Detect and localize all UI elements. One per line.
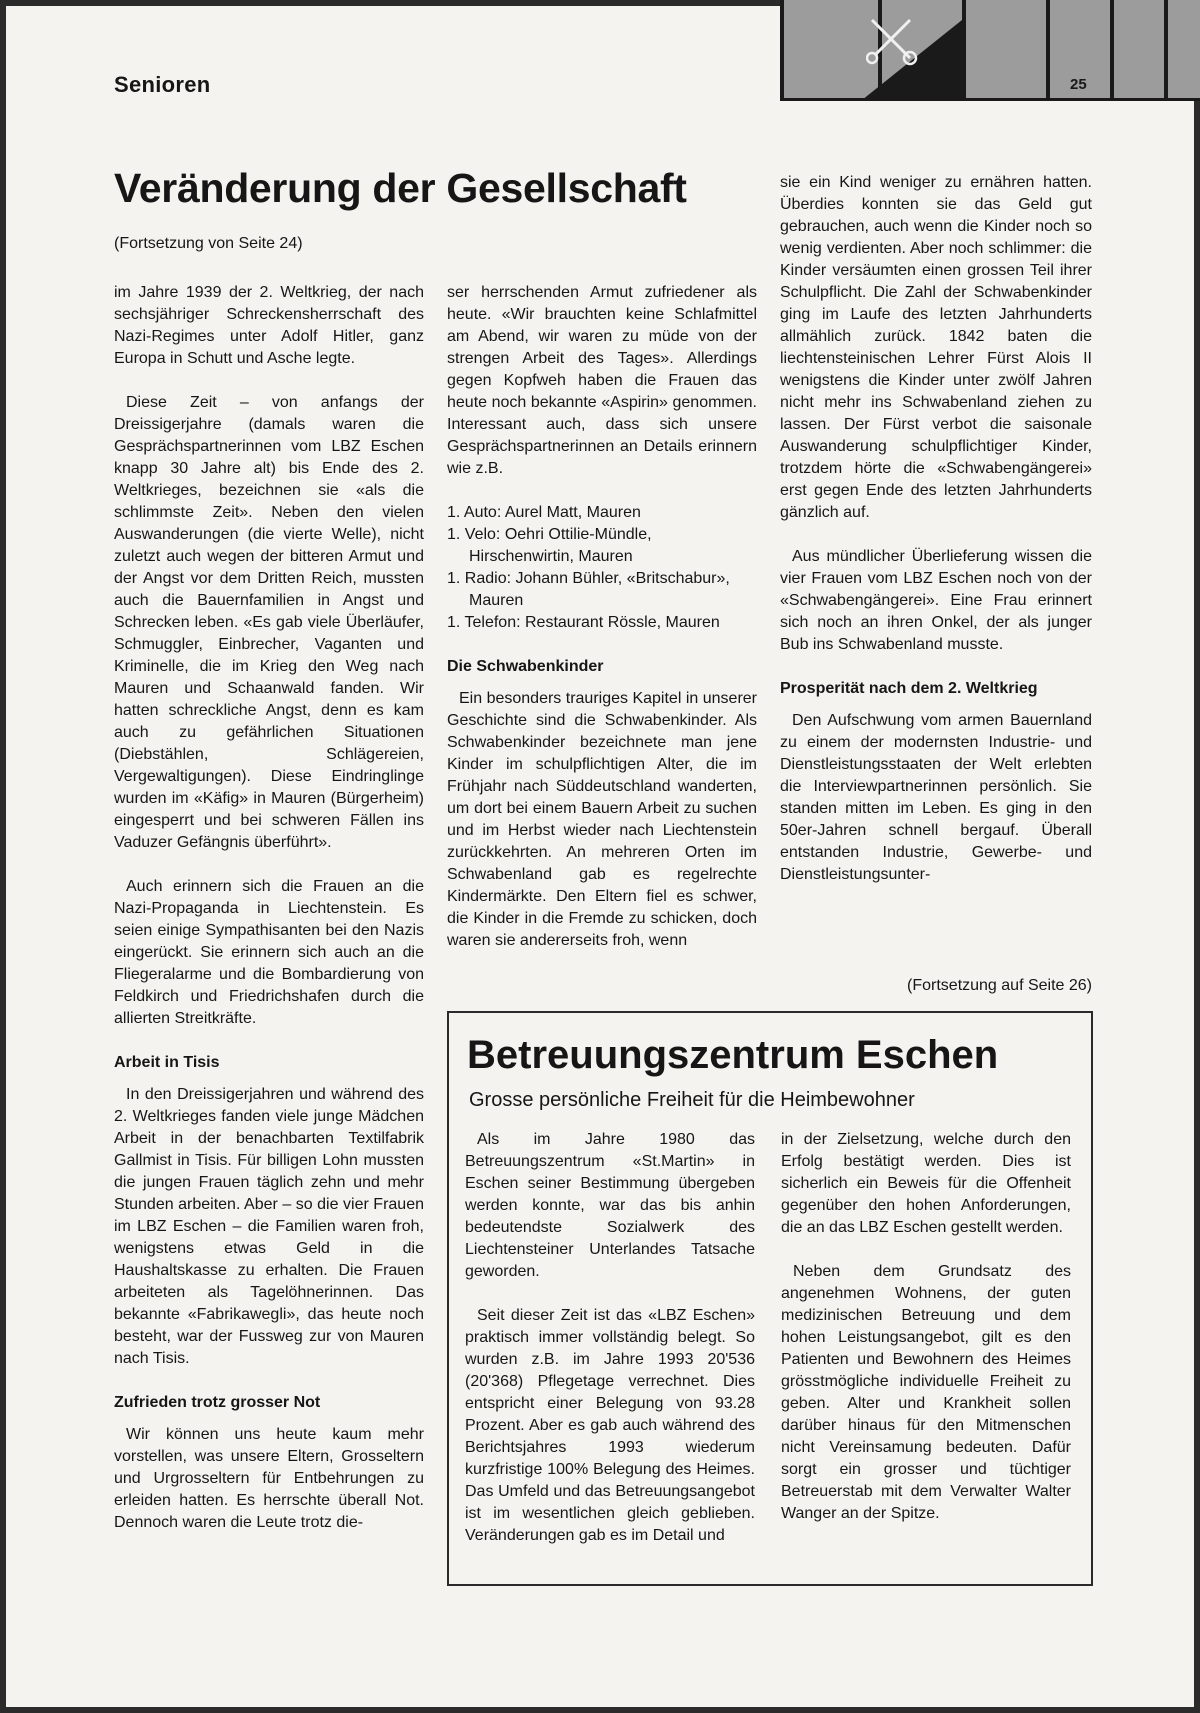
subheading: Die Schwabenkinder xyxy=(447,658,604,675)
paragraph: In den Dreissigerjahren und während des 2. Weltkrieges fanden viele junge Mädchen Arbeit in der benachbarten Textilfabrik Gallmist in Tisis. Für billigen Lohn mussten die jungen Frauen täglich zehn und mehr Stunden arbeiten. Aber – so die vier Frauen im LBZ Eschen – die Familien waren froh, wenigstens etwas Geld in die Haushaltskasse zu erhalten. Die Frauen arbeiteten als Tagelöhnerinnen. Das bekannte «Fabrikawegli», das heute noch besteht, war der Fussweg zur von Mauren nach Tisis. xyxy=(114,1086,424,1367)
column-3 xyxy=(780,172,1092,886)
header-strip xyxy=(780,0,1200,100)
section-label: Senioren xyxy=(114,72,211,97)
paragraph: Ein besonders trauriges Kapitel in unserer Geschichte sind die Schwabenkinder. Als Schwabenkinder bezeichnete man jene Kinder im schulpflichtigen Alter, die im Frühjahr nach Süddeutschland wanderten, um dort bei einem Bauern Arbeit zu suchen und im Herbst wieder nach Liechtenstein zurückkehrten. An mehreren Orten im Schwabenland gab es regelrechte Kindermärkte. Den Eltern fiel es schwer, die Kinder in die Fremde zu schicken, doch waren sie andererseits froh, wenn xyxy=(447,690,757,949)
box-subtitle: Grosse persönliche Freiheit für die Heimbewohner xyxy=(469,1089,915,1111)
continued-from: (Fortsetzung von Seite 24) xyxy=(114,235,303,252)
paragraph: Diese Zeit – von anfangs der Dreissigerjahre (damals waren die Gesprächspartnerinnen vom LBZ Eschen knapp 30 Jahre alt) bis Ende des 2. Weltkrieges, bezeichnen sie «als die schlimmste Zeit». Neben den vielen Auswanderungen (die vierte Welle), nicht zuletzt auch wegen der bitteren Armut und der Angst vor dem Dritten Reich, mussten auch die Bauernfamilien in Angst und Schrecken leben. «Es gab viele Überläufer, Schmuggler, Einbrecher, Vaganten und Kriminelle, die im Krieg den Weg nach Mauren und Schaanwald fanden. Wir hatten schreckliche Angst, denn es kam auch zu gefährlichen Situationen (Diebstählen, Schlägereien, Vergewaltigungen). Diese Eindringlinge wurden im «Käfig» in Mauren (Bürgerheim) eingesperrt und bei schweren Fällen ins Vaduzer Gefängnis überführt». xyxy=(114,394,424,851)
page-number: 25 xyxy=(1070,76,1087,93)
paragraph: in der Zielsetzung, welche durch den Erfolg bestätigt werden. Dies ist sicherlich ein Beweis für die Offenheit gegenüber den hohen Anforderungen, die an das LBZ Eschen gestellt werden. xyxy=(781,1131,1071,1236)
paragraph: Seit dieser Zeit ist das «LBZ Eschen» praktisch immer vollständig belegt. So wurden z.B. im Jahre 1993 20'536 (20'368) Pflegetage verrechnet. Dies entspricht einer Belegung von 93.28 Prozent. Aber es gab auch während des Berichtsjahres 1993 wiederum kurzfristige 100% Belegung des Heimes. Das Umfeld und das Betreuungsangebot ist im wesentlichen gleich geblieben. Veränderungen gab es im Detail und xyxy=(465,1307,755,1544)
paragraph: ser herrschenden Armut zufriedener als heute. «Wir brauchten keine Schlafmittel am Abend, wir waren zu müde von der strengen Arbeit des Tages». Allerdings gegen Kopfweh haben die Frauen das heute noch bekannte «Aspirin» genommen. Interessant auch, dass sich unsere Gesprächspartnerinnen an Details erinnern wie z.B. xyxy=(447,284,757,477)
list-item: 1. Telefon: Restaurant Rössle, Mauren xyxy=(447,614,720,631)
continued-on: (Fortsetzung auf Seite 26) xyxy=(907,977,1092,994)
subheading: Zufrieden trotz grosser Not xyxy=(114,1394,321,1411)
list-item: 1. Radio: Johann Bühler, «Britschabur», Mauren xyxy=(447,570,730,609)
list-item: 1. Velo: Oehri Ottilie-Mündle, Hirschenwirtin, Mauren xyxy=(447,526,652,565)
header-rule xyxy=(780,98,1200,101)
box-title: Betreuungszentrum Eschen xyxy=(467,1033,999,1077)
paragraph: Aus mündlicher Überlieferung wissen die vier Frauen vom LBZ Eschen noch von der «Schwabengängerei». Eine Frau erinnert sich noch an ihren Onkel, der als junger Bub ins Schwabenland musste. xyxy=(780,548,1092,653)
info-box xyxy=(447,1011,1093,1586)
column-2 xyxy=(447,282,757,952)
subheading: Prosperität nach dem 2. Weltkrieg xyxy=(780,680,1038,697)
paragraph: Auch erinnern sich die Frauen an die Nazi-Propaganda in Liechtenstein. Es seien einige Sympathisanten bei den Nazis eingerückt. Sie erinnern sich auch an die Fliegeralarme und die Bombardierung von Feldkirch und Friedrichshafen durch die allierten Streitkräfte. xyxy=(114,878,424,1027)
paragraph: Als im Jahre 1980 das Betreuungszentrum «St.Martin» in Eschen seiner Bestimmung übergeben werden konnte, war das bis anhin bedeutendste Sozialwerk des Liechtensteiner Unterlandes Tatsache geworden. xyxy=(465,1131,755,1280)
article-title: Veränderung der Gesellschaft xyxy=(114,165,687,211)
subheading: Arbeit in Tisis xyxy=(114,1054,220,1071)
paragraph: Den Aufschwung vom armen Bauernland zu einem der modernsten Industrie- und Dienstleistungsstaaten der Welt erlebten die Interviewpartnerinnen persönlich. Sie standen mitten im Leben. Es ging in den 50er-Jahren schnell bergauf. Überall entstanden Industrie, Gewerbe- und Dienstleistungsunter- xyxy=(780,712,1092,883)
firsts-list xyxy=(447,502,757,634)
scissors-icon xyxy=(866,14,918,66)
paragraph: Wir können uns heute kaum mehr vorstellen, was unsere Eltern, Grosseltern und Urgrosseltern für Entbehrungen zu erleiden hatten. Es herrschte überall Not. Dennoch waren die Leute trotz die- xyxy=(114,1426,424,1531)
paragraph: Neben dem Grundsatz des angenehmen Wohnens, der guten medizinischen Betreuung und dem hohen Leistungsangebot, gilt es den Patienten und Bewohnern des Heimes grösstmögliche individuelle Freiheit zu geben. Alter und Krankheit sollen darüber hinaus für den Mitmenschen nicht Vereinsamung bedeuten. Dafür sorgt ein grosser und tüchtiger Betreuerstab mit dem Verwalter Walter Wanger an der Spitze. xyxy=(781,1263,1071,1522)
box-column-1 xyxy=(465,1129,755,1547)
box-column-2 xyxy=(781,1129,1071,1525)
list-item: 1. Auto: Aurel Matt, Mauren xyxy=(447,504,641,521)
column-1 xyxy=(114,282,424,1534)
paragraph: im Jahre 1939 der 2. Weltkrieg, der nach sechsjähriger Schreckensherrschaft des Nazi-Regimes unter Adolf Hitler, ganz Europa in Schutt und Asche legte. xyxy=(114,284,424,367)
paragraph: sie ein Kind weniger zu ernähren hatten. Überdies konnten sie das Geld gut gebrauchen, auch wenn die Kinder noch so wenig verdienten. Aber noch schlimmer: die Kinder versäumten einen grossen Teil ihrer Schulpflicht. Die Zahl der Schwabenkinder ging im Laufe des letzten Jahrhunderts allmählich zurück. 1842 baten die liechtensteinischen Lehrer Fürst Alois II wenigstens die Kinder unter zwölf Jahren nicht mehr ins Schwabenland ziehen zu lassen. Der Fürst verbot die saisonale Auswanderung schulpflichtiger Kinder, trotzdem hörte die «Schwabengängerei» erst gegen Ende des letzten Jahrhunderts gänzlich auf. xyxy=(780,174,1092,521)
